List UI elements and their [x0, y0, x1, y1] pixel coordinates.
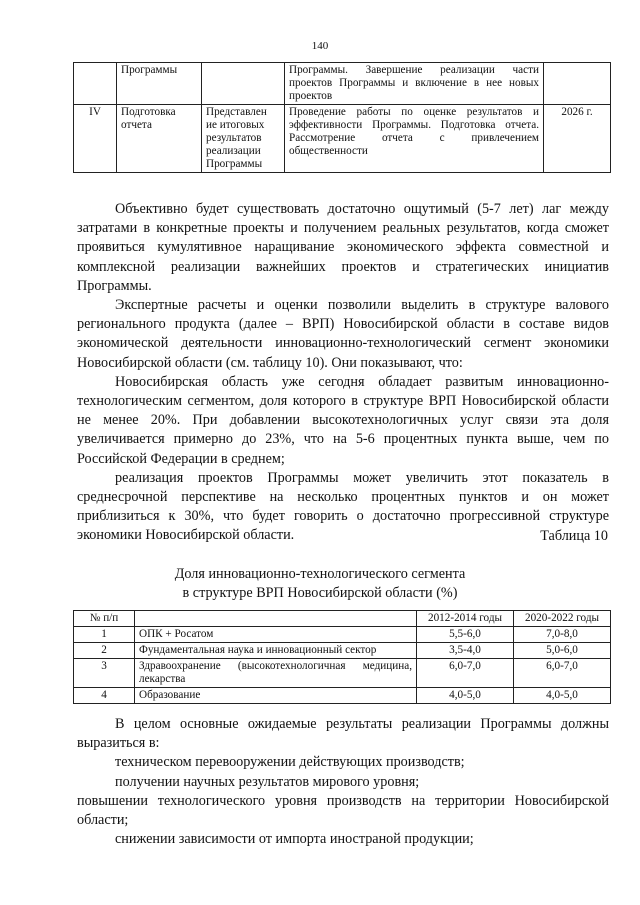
- table-label: Таблица 10: [540, 528, 608, 544]
- table-title-line: в структуре ВРП Новосибирской области (%): [182, 585, 458, 601]
- paragraph: повышении технологического уровня производств на территории Новосибирской области;: [77, 792, 609, 829]
- table-row: [74, 643, 611, 659]
- cell-result: Представлен ие итоговых результатов реализации Программы: [202, 105, 285, 173]
- cell-num: 4: [74, 688, 135, 704]
- body-text-section-2: [77, 715, 609, 849]
- paragraph: реализация проектов Программы может увеличить этот показатель в среднесрочной перспективе на несколько процентных пунктов и он может приблизиться к 30%, что будет говорить о достаточно прогрессивной структуре экономики Новосибирской области.: [77, 469, 609, 544]
- cell-desc: ОПК + Росатом: [135, 627, 417, 643]
- cell-desc: Здравоохранение (высокотехнологичная медицина, лекарства: [135, 659, 417, 688]
- table-header-row: [74, 611, 611, 627]
- header-years-1: 2012-2014 годы: [417, 611, 514, 627]
- paragraph: снижении зависимости от импорта иностраной продукции;: [115, 831, 474, 848]
- table-row: [74, 659, 611, 688]
- cell-num: 2: [74, 643, 135, 659]
- implementation-stages-table: [73, 62, 611, 173]
- cell-content: Программы. Завершение реализации части проектов Программы и включение в нее новых проектов: [285, 63, 544, 105]
- cell-num: 3: [74, 659, 135, 688]
- cell-stage: Подготовка отчета: [117, 105, 202, 173]
- body-text-section-1: [77, 200, 609, 546]
- header-num: № п/п: [74, 611, 135, 627]
- cell-y1: 3,5-4,0: [417, 643, 514, 659]
- page-number: 140: [311, 40, 329, 52]
- header-years-2: 2020-2022 годы: [514, 611, 611, 627]
- innovation-segment-table: [73, 610, 611, 704]
- paragraph: получении научных результатов мирового уровня;: [115, 773, 420, 790]
- header-desc: [135, 611, 417, 627]
- cell-y2: 7,0-8,0: [514, 627, 611, 643]
- paragraph: Объективно будет существовать достаточно ощутимый (5-7 лет) лаг между затратами в конкретные проекты и получением реальных результатов, когда сможет проявиться кумулятивное наращивание экономического эффекта совместной и комплексной реализации важнейших проектов и стратегических инициатив Программы.: [77, 201, 609, 294]
- cell-y2: 6,0-7,0: [514, 659, 611, 688]
- table-row: [74, 688, 611, 704]
- paragraph: Экспертные расчеты и оценки позволили выделить в структуре валового регионального продукта (далее – ВРП) Новосибирской области в составе видов экономической деятельности инновационно-технологический сегмент экономики Новосибирской области (см. таблицу 10). Они показывают, что:: [77, 297, 609, 371]
- cell-y1: 6,0-7,0: [417, 659, 514, 688]
- cell-y1: 5,5-6,0: [417, 627, 514, 643]
- cell-desc: Фундаментальная наука и инновационный сектор: [135, 643, 417, 659]
- table-row: [74, 63, 611, 105]
- cell-desc: Образование: [135, 688, 417, 704]
- cell-stage: Программы: [117, 63, 202, 105]
- paragraph: Новосибирская область уже сегодня обладает развитым инновационно-технологическим сегментом, доля которого в структуре ВРП Новосибирской области не менее 20%. При добавлении высокотехнологичных услуг связи эта доля увеличивается примерно до 23%, что на 5-6 процентных пункта выше, чем по Российской Федерации в среднем;: [77, 373, 609, 467]
- table-row: [74, 105, 611, 173]
- cell-num: 1: [74, 627, 135, 643]
- cell-y1: 4,0-5,0: [417, 688, 514, 704]
- cell-result: [202, 63, 285, 105]
- cell-year: [544, 63, 611, 105]
- cell-num: IV: [74, 105, 117, 173]
- table-title-line: Доля инновационно-технологического сегмента: [174, 566, 466, 582]
- table-row: [74, 627, 611, 643]
- cell-year: 2026 г.: [544, 105, 611, 173]
- paragraph: техническом перевооружении действующих производств;: [115, 754, 465, 771]
- cell-num: [74, 63, 117, 105]
- table-title: [0, 565, 640, 603]
- cell-y2: 4,0-5,0: [514, 688, 611, 704]
- cell-y2: 5,0-6,0: [514, 643, 611, 659]
- paragraph: В целом основные ожидаемые результаты реализации Программы должны выразиться в:: [77, 716, 609, 752]
- cell-content: Проведение работы по оценке результатов и эффективности Программы. Подготовка отчета. Рассмотрение отчета с привлечением общественности: [285, 105, 544, 173]
